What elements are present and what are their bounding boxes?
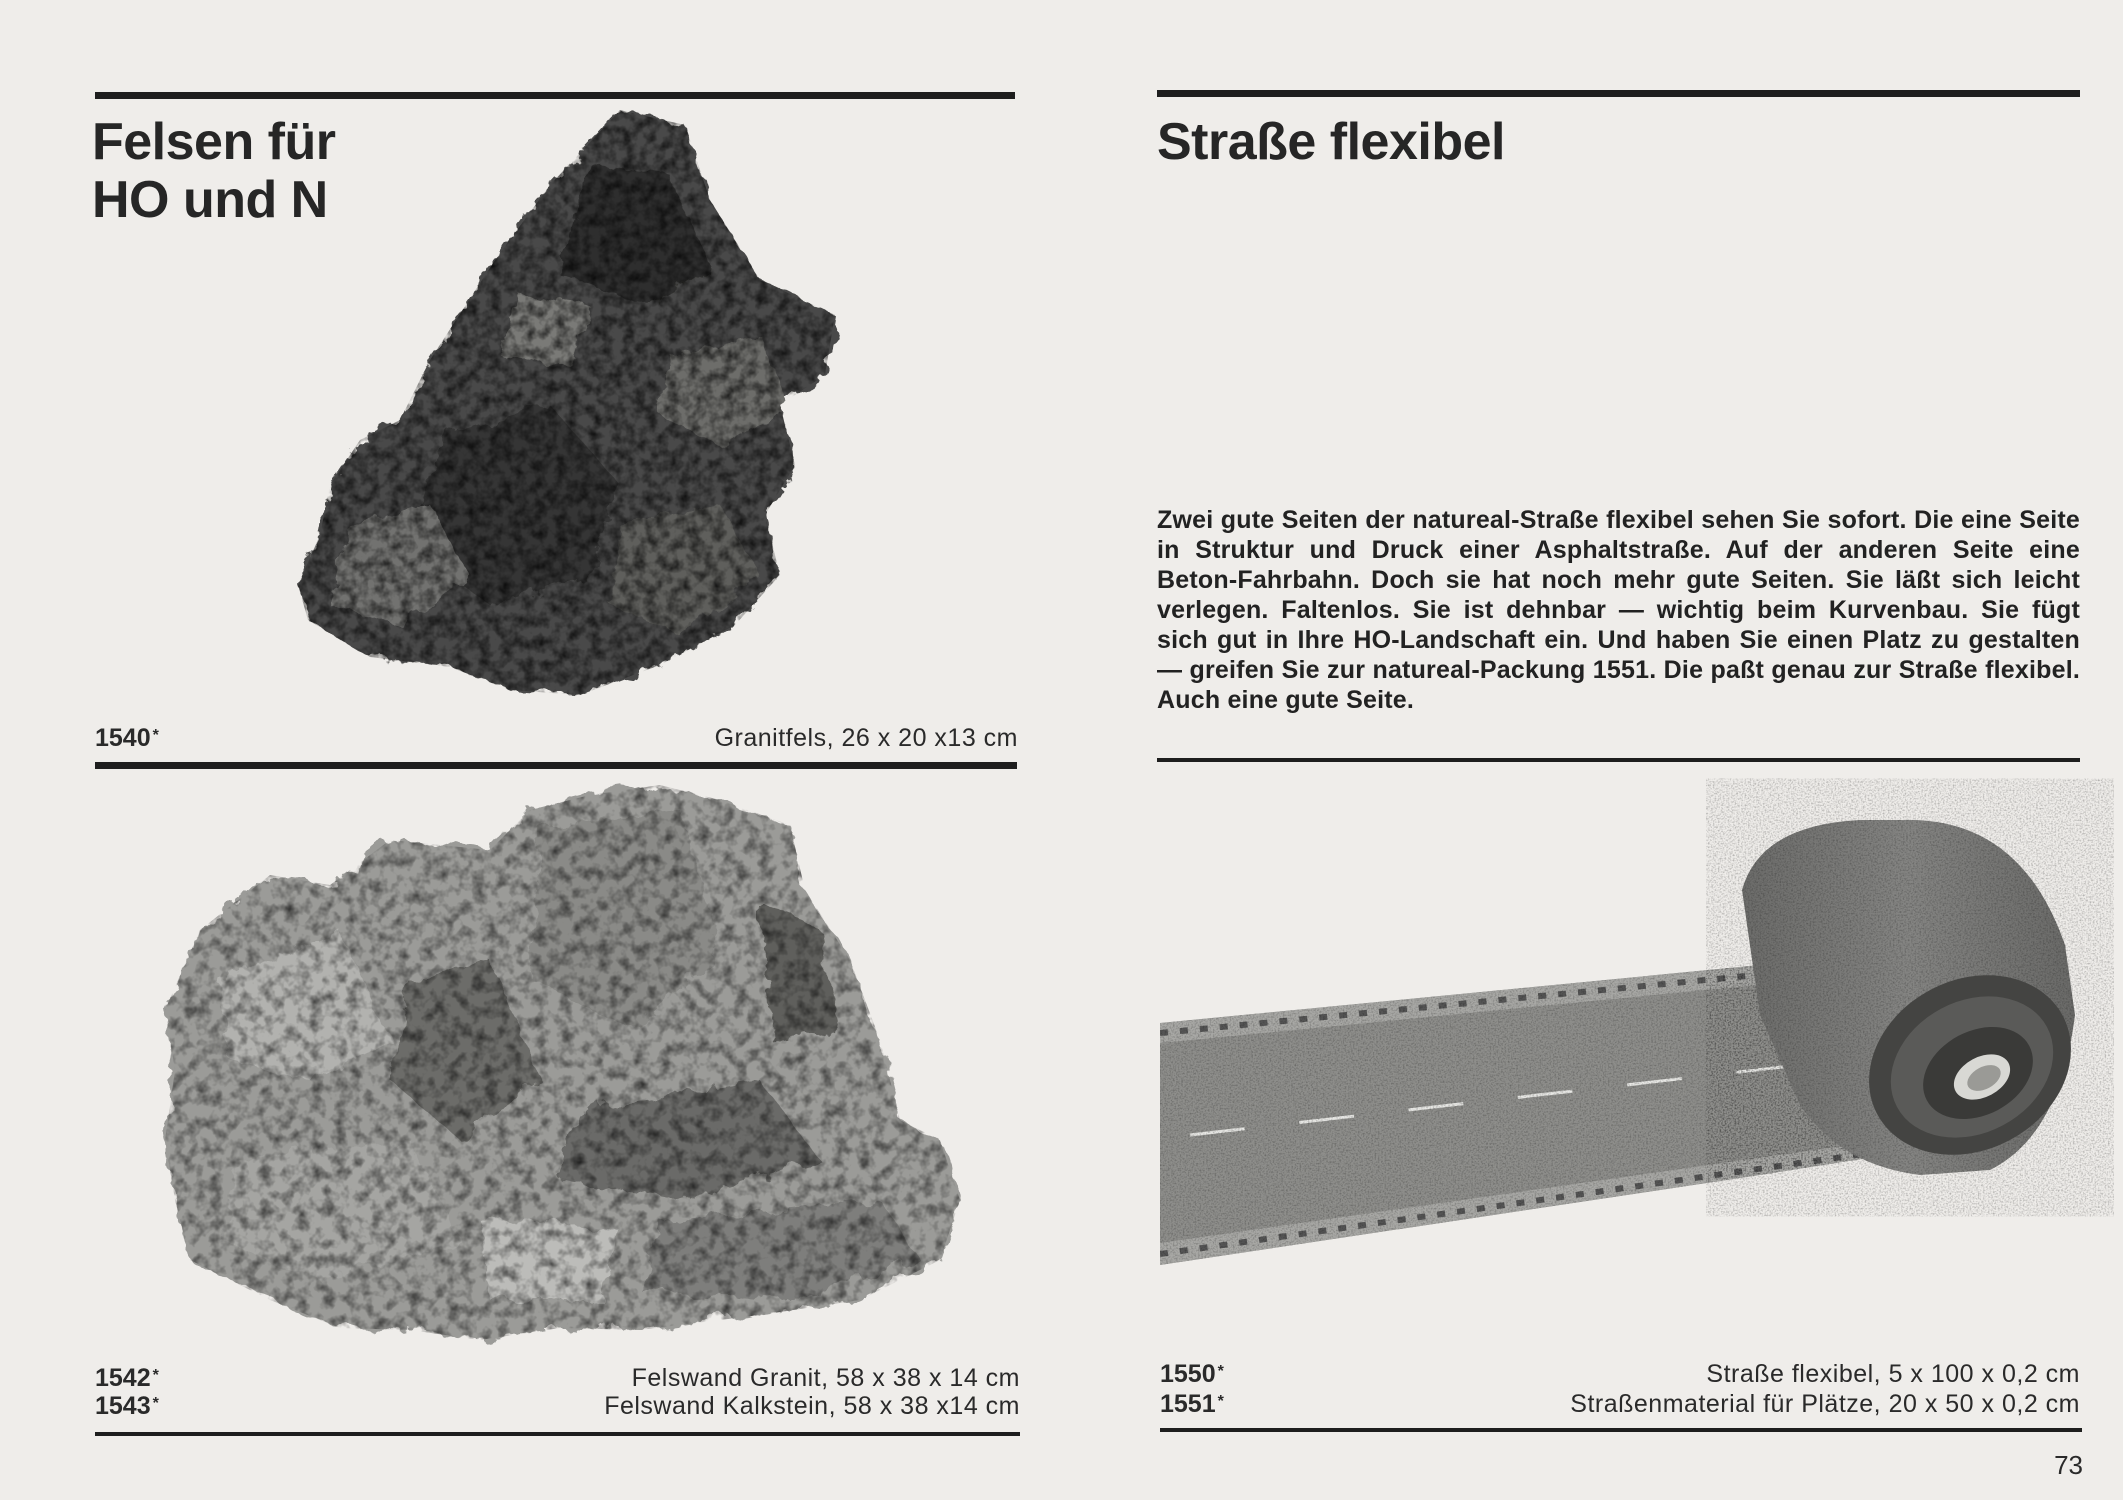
page-number: 73 — [2054, 1450, 2083, 1480]
product-code-1540: 1540 * — [95, 724, 159, 752]
left-top-rule — [95, 92, 1015, 99]
product-code-1542: 1542 * — [95, 1364, 159, 1392]
right-top-rule — [1157, 90, 2080, 97]
product-desc-1542: Felswand Granit, 58 x 38 x 14 cm — [631, 1364, 1020, 1392]
product-code-1550: 1550 * — [1160, 1360, 1224, 1388]
flexible-road-roll-photo — [1160, 815, 2085, 1265]
left-bottom-rule — [95, 1432, 1020, 1436]
left-title-line-2: HO und N — [92, 171, 328, 229]
left-middle-rule — [95, 762, 1017, 769]
product-desc-1550: Straße flexibel, 5 x 100 x 0,2 cm — [1706, 1360, 2080, 1388]
product-desc-1540: Granitfels, 26 x 20 x13 cm — [714, 724, 1018, 752]
product-desc-1551: Straßenmaterial für Plätze, 20 x 50 x 0,2 cm — [1570, 1390, 2080, 1418]
product-desc-1543: Felswand Kalkstein, 58 x 38 x14 cm — [604, 1392, 1020, 1420]
right-bottom-rule — [1160, 1428, 2082, 1432]
road-description: Zwei gute Seiten der natureal-Straße flexibel sehen Sie sofort. Die eine Seite in Struktur und Druck einer Asphaltstraße. Auf der anderen Seite eine Beton-Fahrbahn. Doch sie hat noch mehr gute Seiten. Sie läßt sich leicht verlegen. Faltenlos. Sie ist dehnbar — wichtig beim Kurvenbau. Sie fügt sich gut in Ihre HO-Landschaft ein. Und haben Sie einen Platz zu gestalten — greifen Sie zur natureal-Packung 1551. Die paßt genau zur Straße flexibel. Auch eine gute Seite. — [1157, 506, 2080, 714]
left-title-line-1: Felsen für — [92, 113, 336, 171]
granite-rock-photo — [290, 105, 850, 705]
right-middle-rule — [1157, 758, 2080, 762]
rock-wall-photo — [160, 780, 970, 1350]
product-code-1543: 1543 * — [95, 1392, 159, 1420]
right-section-title: Straße flexibel — [1157, 113, 1505, 171]
product-code-1551: 1551 * — [1160, 1390, 1224, 1418]
